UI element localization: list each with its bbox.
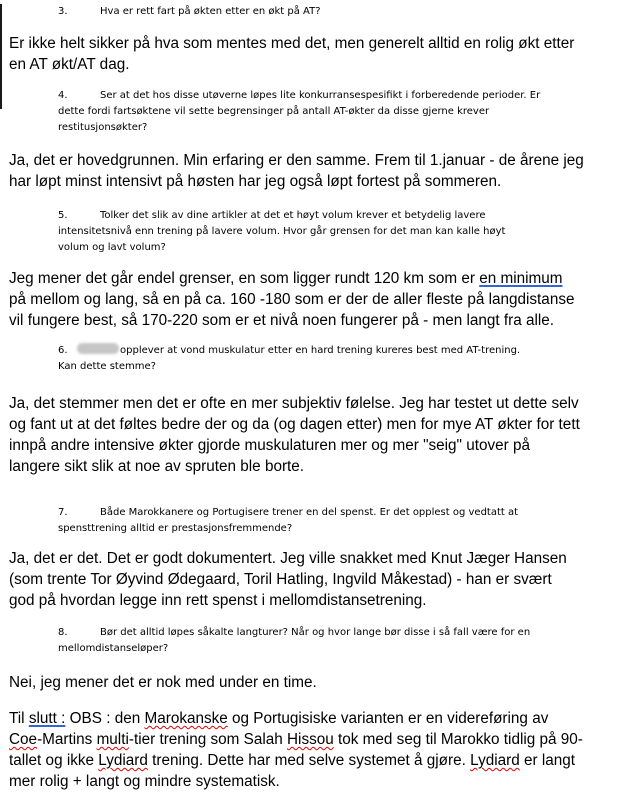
answer-6 xyxy=(9,393,613,477)
spellcheck-underlined-text: Lydiard xyxy=(470,752,520,769)
document-body xyxy=(0,4,619,792)
spellcheck-underlined-text: Marokanske xyxy=(144,710,228,727)
answer-5 xyxy=(9,268,613,331)
text-run: restitusjonsøkter? xyxy=(58,122,148,133)
text-run: -Martins xyxy=(37,731,97,748)
text-run: Ja, det stemmer men det er ofte en mer subjektiv følelse. Jeg har testet ut dette selv xyxy=(9,395,579,412)
spellcheck-underlined-text: Coe xyxy=(9,731,38,748)
text-run: spensttrening alltid er prestasjonsfremmende? xyxy=(58,523,293,534)
question-number: 8. xyxy=(58,627,68,638)
question-4 xyxy=(58,88,605,136)
text-run: Nei, jeg mener det er nok med under en time. xyxy=(9,674,317,691)
text-run: Ja, det er det. Det er godt dokumentert. Jeg ville snakket med Knut Jæger Hansen xyxy=(9,550,567,567)
question-number: 5. xyxy=(58,210,68,221)
left-edge-line xyxy=(0,4,2,109)
text-run: Hva er rett fart på økten etter en økt på AT? xyxy=(100,6,321,17)
text-run: intensitetsnivå enn trening på lavere volum. Hvor går grensen for det man kan kalle høyt xyxy=(58,226,506,237)
text-run: Ser at det hos disse utøverne løpes lite konkurransespesifikt i forberedende perioder. Er xyxy=(100,90,541,101)
text-run: opplever at vond muskulatur etter en hard trening kureres best med AT-trening. xyxy=(120,345,521,356)
text-run: og Portugisiske varianten er en videreføring av xyxy=(227,710,549,727)
spellcheck-underlined-text: Hissou xyxy=(287,731,334,748)
text-run: på mellom og lang, så en på ca. 160 -180 som er der de aller fleste på langdistanse xyxy=(9,291,575,308)
question-8 xyxy=(58,625,605,657)
question-number: 6. xyxy=(58,345,68,356)
question-6 xyxy=(58,343,605,375)
spellcheck-underlined-text: multi xyxy=(96,731,129,748)
grammar-underlined-text: slutt : xyxy=(28,710,66,727)
question-number: 7. xyxy=(58,507,68,518)
text-run: god på hvordan legge inn rett spenst i mellomdistansetrening. xyxy=(9,592,427,609)
text-run: har løpt minst intensivt på høsten har jeg også løpt fortest på sommeren. xyxy=(9,173,502,190)
final-note xyxy=(9,708,613,792)
question-3 xyxy=(58,4,605,20)
text-run: Ja, det er hovedgrunnen. Min erfaring er den samme. Frem til 1.januar - de årene jeg xyxy=(9,152,584,169)
text-run: Både Marokkanere og Portugisere trener en del spenst. Er det opplest og vedtatt at xyxy=(100,507,519,518)
text-run: OBS : den xyxy=(65,710,145,727)
text-run: tallet og ikke xyxy=(9,752,99,769)
text-run: vil fungere best, så 170-220 som er et nivå noen fungerer på - men langt fra alle. xyxy=(9,312,555,329)
text-run: en AT økt/AT dag. xyxy=(9,56,130,73)
text-run: Tolker det slik av dine artikler at det et høyt volum krever et betydelig lavere xyxy=(100,210,486,221)
text-run: dette fordi fartsøktene vil sette begrensinger på antall AT-økter da disse gjerne krever xyxy=(58,106,490,117)
question-number: 4. xyxy=(58,90,68,101)
text-run: mer rolig + langt og mindre systematisk. xyxy=(9,773,280,790)
text-run: Er ikke helt sikker på hva som mentes med det, men generelt alltid en rolig økt etter xyxy=(9,35,575,52)
text-run: Jeg mener det går endel grenser, en som ligger rundt 120 km som er xyxy=(9,270,480,287)
answer-7 xyxy=(9,548,613,611)
answer-4 xyxy=(9,150,613,192)
text-run: Til xyxy=(9,710,29,727)
redacted-name xyxy=(77,343,119,354)
question-5 xyxy=(58,208,605,256)
grammar-underlined-text: en minimum xyxy=(479,270,563,287)
text-run: tok med seg til Marokko tidlig på 90- xyxy=(333,731,583,748)
answer-8 xyxy=(9,672,613,693)
text-run: trening. Dette har med selve systemet å gjøre. xyxy=(147,752,471,769)
text-run: og fant ut at det føltes bedre der og da (og dagen etter) men for mye AT økter for tett xyxy=(9,416,580,433)
question-7 xyxy=(58,505,605,537)
text-run: (som trente Tor Øyvind Ødegaard, Toril Hatling, Ingvild Måkestad) - han er svært xyxy=(9,571,552,588)
text-run: Kan dette stemme? xyxy=(58,361,156,372)
text-run: mellomdistanseløper? xyxy=(58,643,169,654)
text-run: -tier trening som Salah xyxy=(128,731,287,748)
question-number: 3. xyxy=(58,6,68,17)
text-run: langere sikt slik at noe av spruten ble borte. xyxy=(9,458,305,475)
text-run: Bør det alltid løpes såkalte langturer? Når og hvor lange bør disse i så fall være for en xyxy=(100,627,531,638)
answer-3 xyxy=(9,33,613,75)
spellcheck-underlined-text: Lydiard xyxy=(98,752,148,769)
text-run: volum og lavt volum? xyxy=(58,242,166,253)
text-run: er langt xyxy=(519,752,576,769)
text-run: innpå andre intensive økter gjorde muskulaturen mer og mer "seig" utover på xyxy=(9,437,531,454)
